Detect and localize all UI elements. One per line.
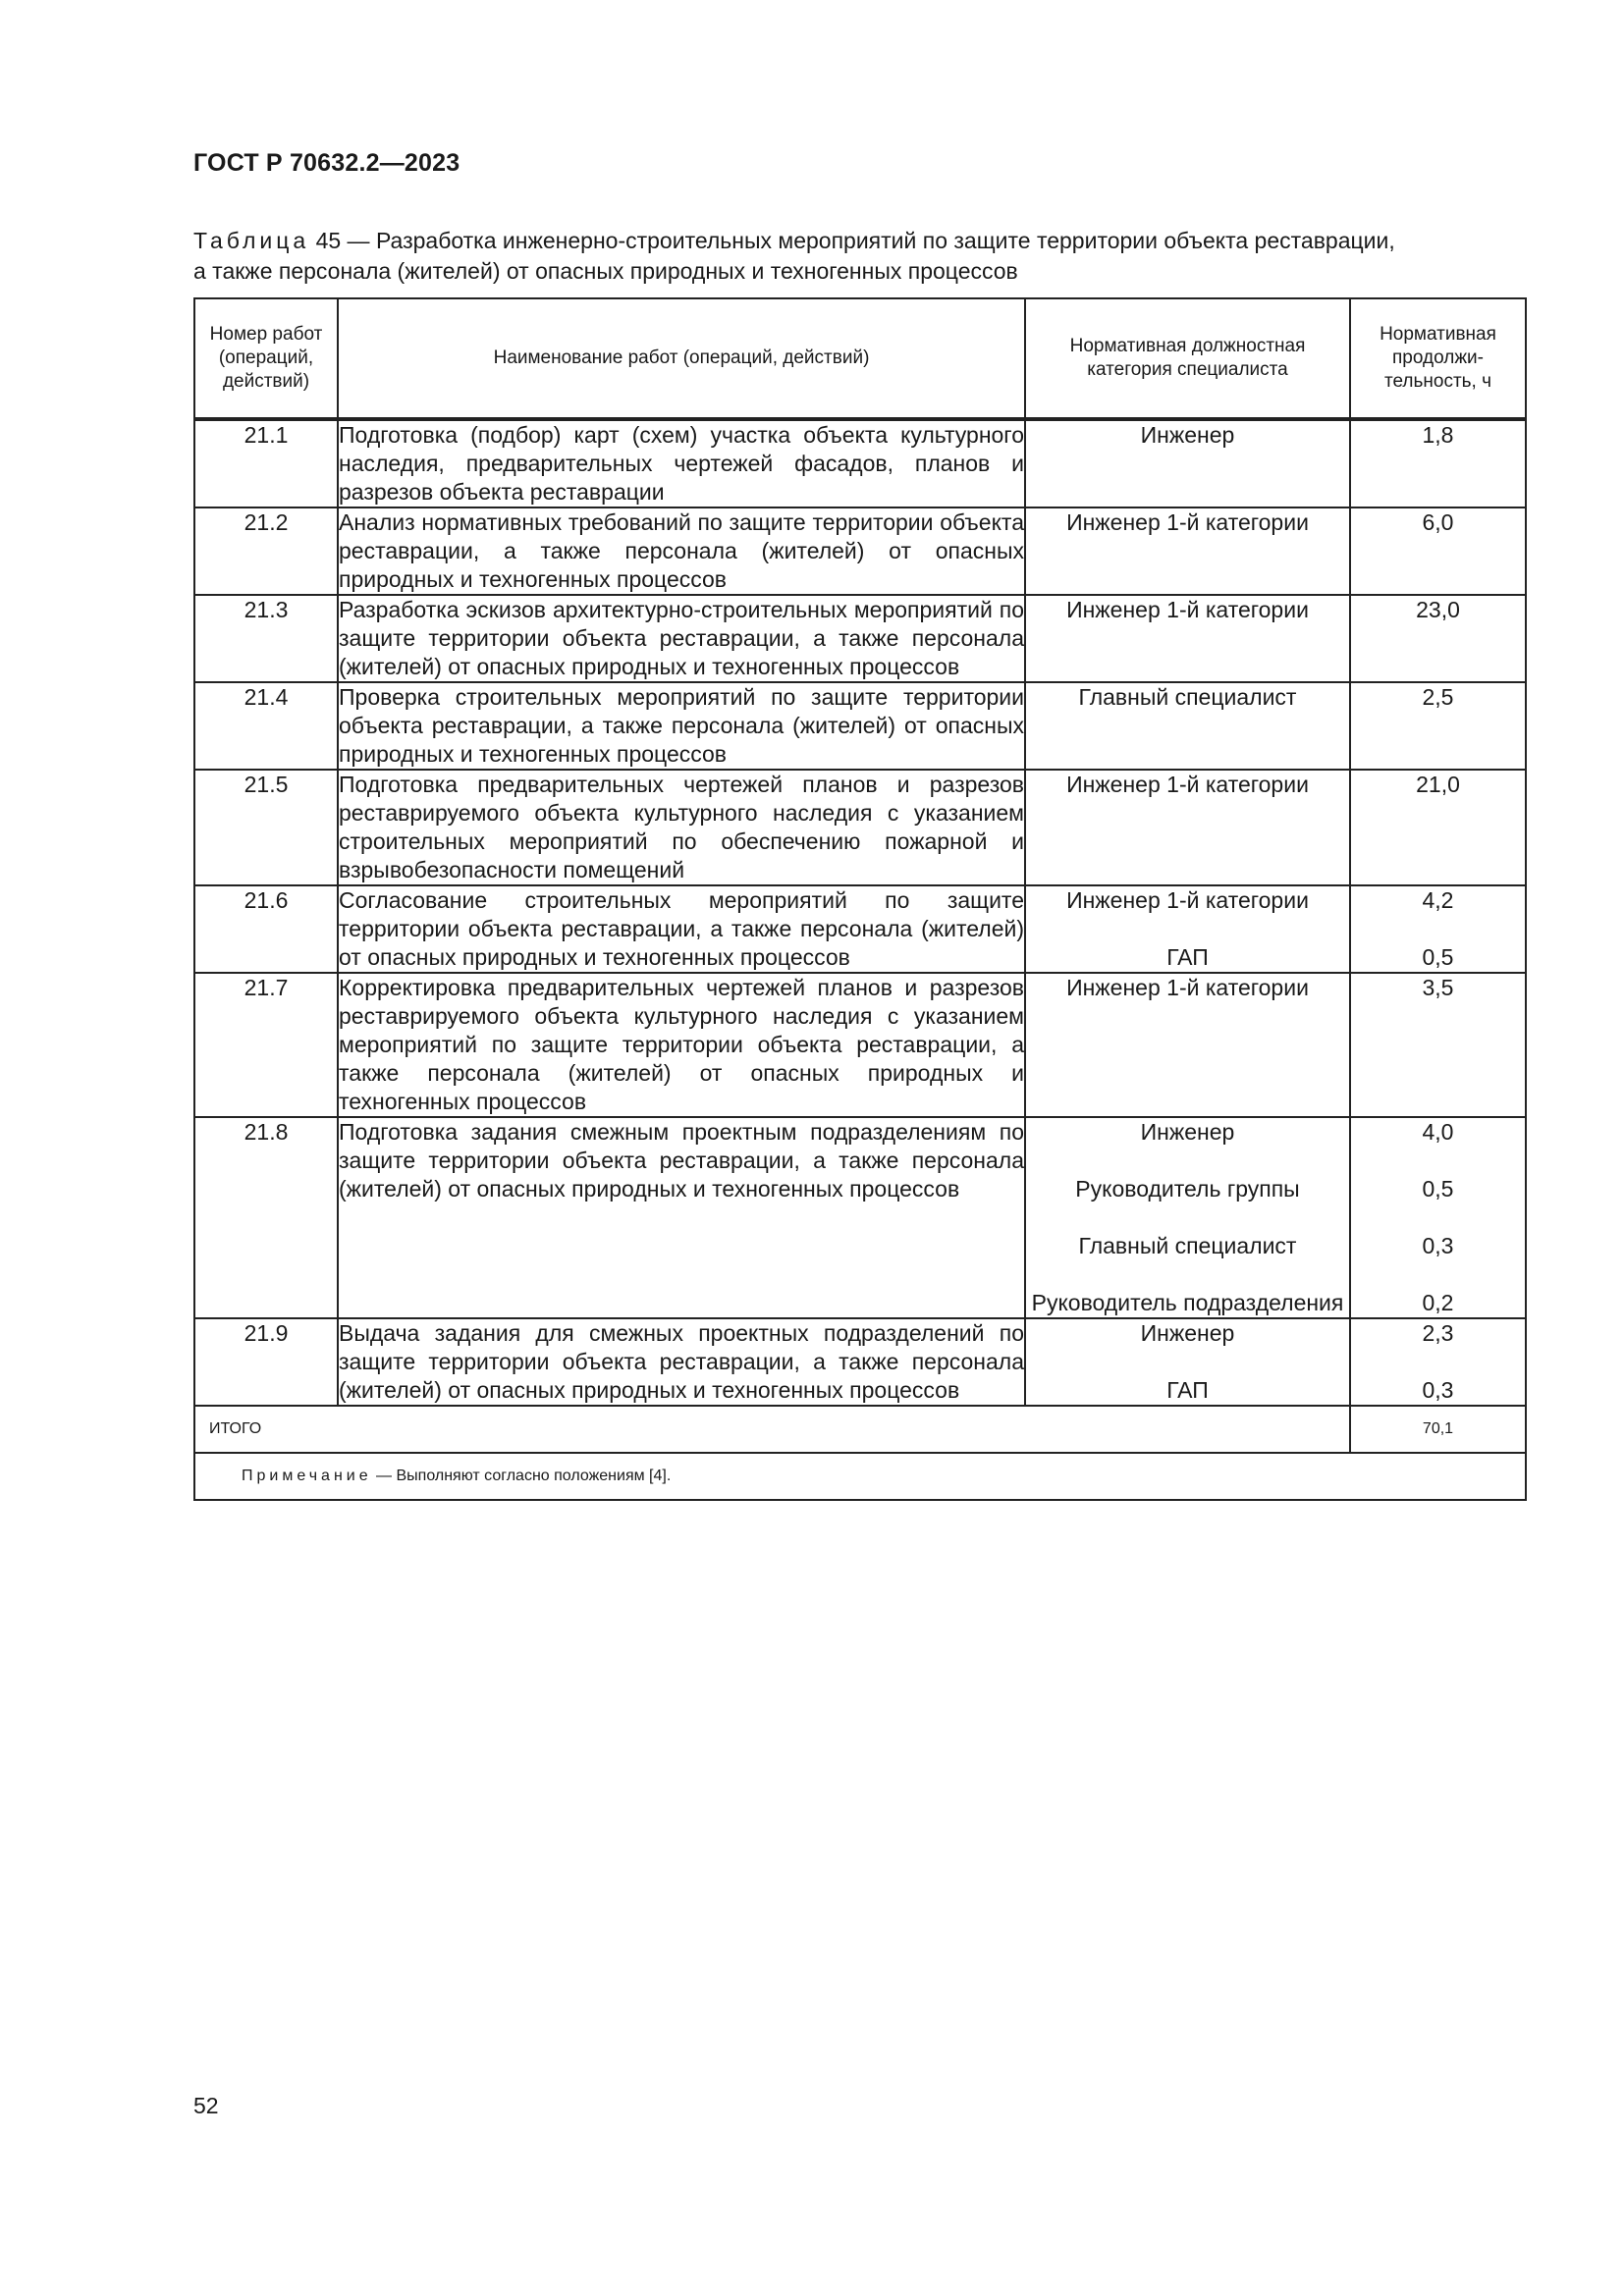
total-row — [194, 1406, 1526, 1453]
duration-value: 4,0 — [1422, 1119, 1454, 1145]
work-name-cell: Подготовка задания смежным проектным подразделениям по защите территории объекта реставрации, а также персонала (жителей) от опасных природных и техногенных процессов — [338, 1117, 1025, 1318]
page-number: 52 — [193, 2093, 219, 2118]
specialist-category-cell — [1025, 507, 1350, 595]
duration-value: 0,3 — [1422, 1377, 1454, 1403]
table-row — [194, 1318, 1526, 1406]
duration-cell — [1350, 770, 1526, 885]
table-row — [194, 885, 1526, 973]
work-name-cell: Анализ нормативных требований по защите территории объекта реставрации, а также персонала (жителей) от опасных природных и техногенных процессов — [338, 507, 1025, 595]
specialist-category: Инженер 1-й категории — [1066, 597, 1309, 622]
work-name-cell: Подготовка (подбор) карт (схем) участка объекта культурного наследия, предварительных чертежей фасадов, планов и разрезов объекта реставрации — [338, 419, 1025, 507]
note-label: Примечание — [242, 1468, 372, 1484]
table-caption-label: Таблица — [193, 228, 310, 253]
specialist-category-cell — [1025, 419, 1350, 507]
duration-value: 0,2 — [1422, 1290, 1454, 1315]
table-caption-line-1 — [193, 226, 1529, 256]
work-name-cell: Корректировка предварительных чертежей планов и разрезов реставрируемого объекта культурного наследия с указанием мероприятий по защите территории объекта реставрации, а также персонала (жителей) от опасных природных и техногенных процессов — [338, 973, 1025, 1117]
duration-cell — [1350, 595, 1526, 682]
work-name-cell: Подготовка предварительных чертежей планов и разрезов реставрируемого объекта культурного наследия с указанием строительных мероприятий по обеспечению пожарной и взрывобезопасности помещений — [338, 770, 1025, 885]
specialist-category: Инженер 1-й категории — [1066, 975, 1309, 1000]
note-row — [194, 1453, 1526, 1500]
table-row — [194, 973, 1526, 1117]
duration-value: 0,5 — [1422, 1176, 1454, 1201]
work-number-cell: 21.6 — [194, 885, 338, 973]
total-value: 70,1 — [1350, 1406, 1526, 1453]
table-row — [194, 595, 1526, 682]
table-caption — [193, 226, 1529, 287]
specialist-category-cell — [1025, 1318, 1350, 1406]
column-header-duration: Нормативная продолжи-тельность, ч — [1350, 298, 1526, 419]
duration-cell — [1350, 1117, 1526, 1318]
work-number-cell: 21.1 — [194, 419, 338, 507]
work-number-cell: 21.9 — [194, 1318, 338, 1406]
table-row — [194, 682, 1526, 770]
table-caption-text-1: — Разработка инженерно-строительных мероприятий по защите территории объекта реставрации, — [341, 228, 1395, 253]
specialist-category-cell — [1025, 885, 1350, 973]
duration-value: 6,0 — [1422, 509, 1454, 535]
specialist-category-cell — [1025, 682, 1350, 770]
table-row — [194, 507, 1526, 595]
column-header-name: Наименование работ (операций, действий) — [338, 298, 1025, 419]
note-text: — Выполняют согласно положениям [4]. — [371, 1468, 672, 1484]
specialist-category-cell — [1025, 770, 1350, 885]
column-header-category: Нормативная должностная категория специалиста — [1025, 298, 1350, 419]
specialist-category: Главный специалист — [1078, 1233, 1297, 1258]
duration-value: 0,3 — [1422, 1233, 1454, 1258]
work-number-cell: 21.5 — [194, 770, 338, 885]
specialist-category: Руководитель группы — [1075, 1176, 1300, 1201]
specialist-category: Инженер — [1140, 1119, 1235, 1145]
duration-value: 21,0 — [1416, 772, 1460, 797]
duration-value: 4,2 — [1422, 887, 1454, 913]
table-row — [194, 419, 1526, 507]
specialist-category: Инженер 1-й категории — [1066, 509, 1309, 535]
specialist-category: ГАП — [1166, 1377, 1209, 1403]
document-id-header: ГОСТ Р 70632.2—2023 — [193, 149, 460, 177]
table-note — [194, 1453, 1526, 1500]
work-name-cell: Разработка эскизов архитектурно-строительных мероприятий по защите территории объекта реставрации, а также персонала (жителей) от опасных природных и техногенных процессов — [338, 595, 1025, 682]
work-number-cell: 21.7 — [194, 973, 338, 1117]
duration-cell — [1350, 1318, 1526, 1406]
specialist-category: Инженер 1-й категории — [1066, 772, 1309, 797]
table-caption-line-2: а также персонала (жителей) от опасных природных и техногенных процессов — [193, 258, 1018, 284]
work-number-cell: 21.8 — [194, 1117, 338, 1318]
duration-cell — [1350, 682, 1526, 770]
works-table — [193, 297, 1527, 1501]
work-name-cell: Выдача задания для смежных проектных подразделений по защите территории объекта реставрации, а также персонала (жителей) от опасных природных и техногенных процессов — [338, 1318, 1025, 1406]
duration-cell — [1350, 973, 1526, 1117]
specialist-category: Инженер — [1140, 422, 1235, 448]
table-row — [194, 770, 1526, 885]
table-body — [194, 419, 1526, 1406]
specialist-category: ГАП — [1166, 944, 1209, 970]
specialist-category: Главный специалист — [1078, 684, 1297, 710]
work-number-cell: 21.2 — [194, 507, 338, 595]
table-row — [194, 1117, 1526, 1318]
duration-value: 2,3 — [1422, 1320, 1454, 1346]
work-number-cell: 21.4 — [194, 682, 338, 770]
work-name-cell: Проверка строительных мероприятий по защите территории объекта реставрации, а также персонала (жителей) от опасных природных и техногенных процессов — [338, 682, 1025, 770]
duration-value: 1,8 — [1422, 422, 1454, 448]
duration-value: 2,5 — [1422, 684, 1454, 710]
duration-cell — [1350, 419, 1526, 507]
duration-cell — [1350, 885, 1526, 973]
total-label: ИТОГО — [194, 1406, 1350, 1453]
specialist-category: Инженер — [1140, 1320, 1235, 1346]
specialist-category-cell — [1025, 973, 1350, 1117]
work-number-cell: 21.3 — [194, 595, 338, 682]
duration-value: 3,5 — [1422, 975, 1454, 1000]
specialist-category-cell — [1025, 595, 1350, 682]
specialist-category-cell — [1025, 1117, 1350, 1318]
duration-value: 23,0 — [1416, 597, 1460, 622]
work-name-cell: Согласование строительных мероприятий по защите территории объекта реставрации, а также персонала (жителей) от опасных природных и техногенных процессов — [338, 885, 1025, 973]
column-header-number: Номер работ (операций, действий) — [194, 298, 338, 419]
table-header-row — [194, 298, 1526, 419]
specialist-category: Руководитель подразделения — [1031, 1290, 1344, 1315]
specialist-category: Инженер 1-й категории — [1066, 887, 1309, 913]
duration-cell — [1350, 507, 1526, 595]
table-caption-number: 45 — [315, 228, 342, 253]
duration-value: 0,5 — [1422, 944, 1454, 970]
